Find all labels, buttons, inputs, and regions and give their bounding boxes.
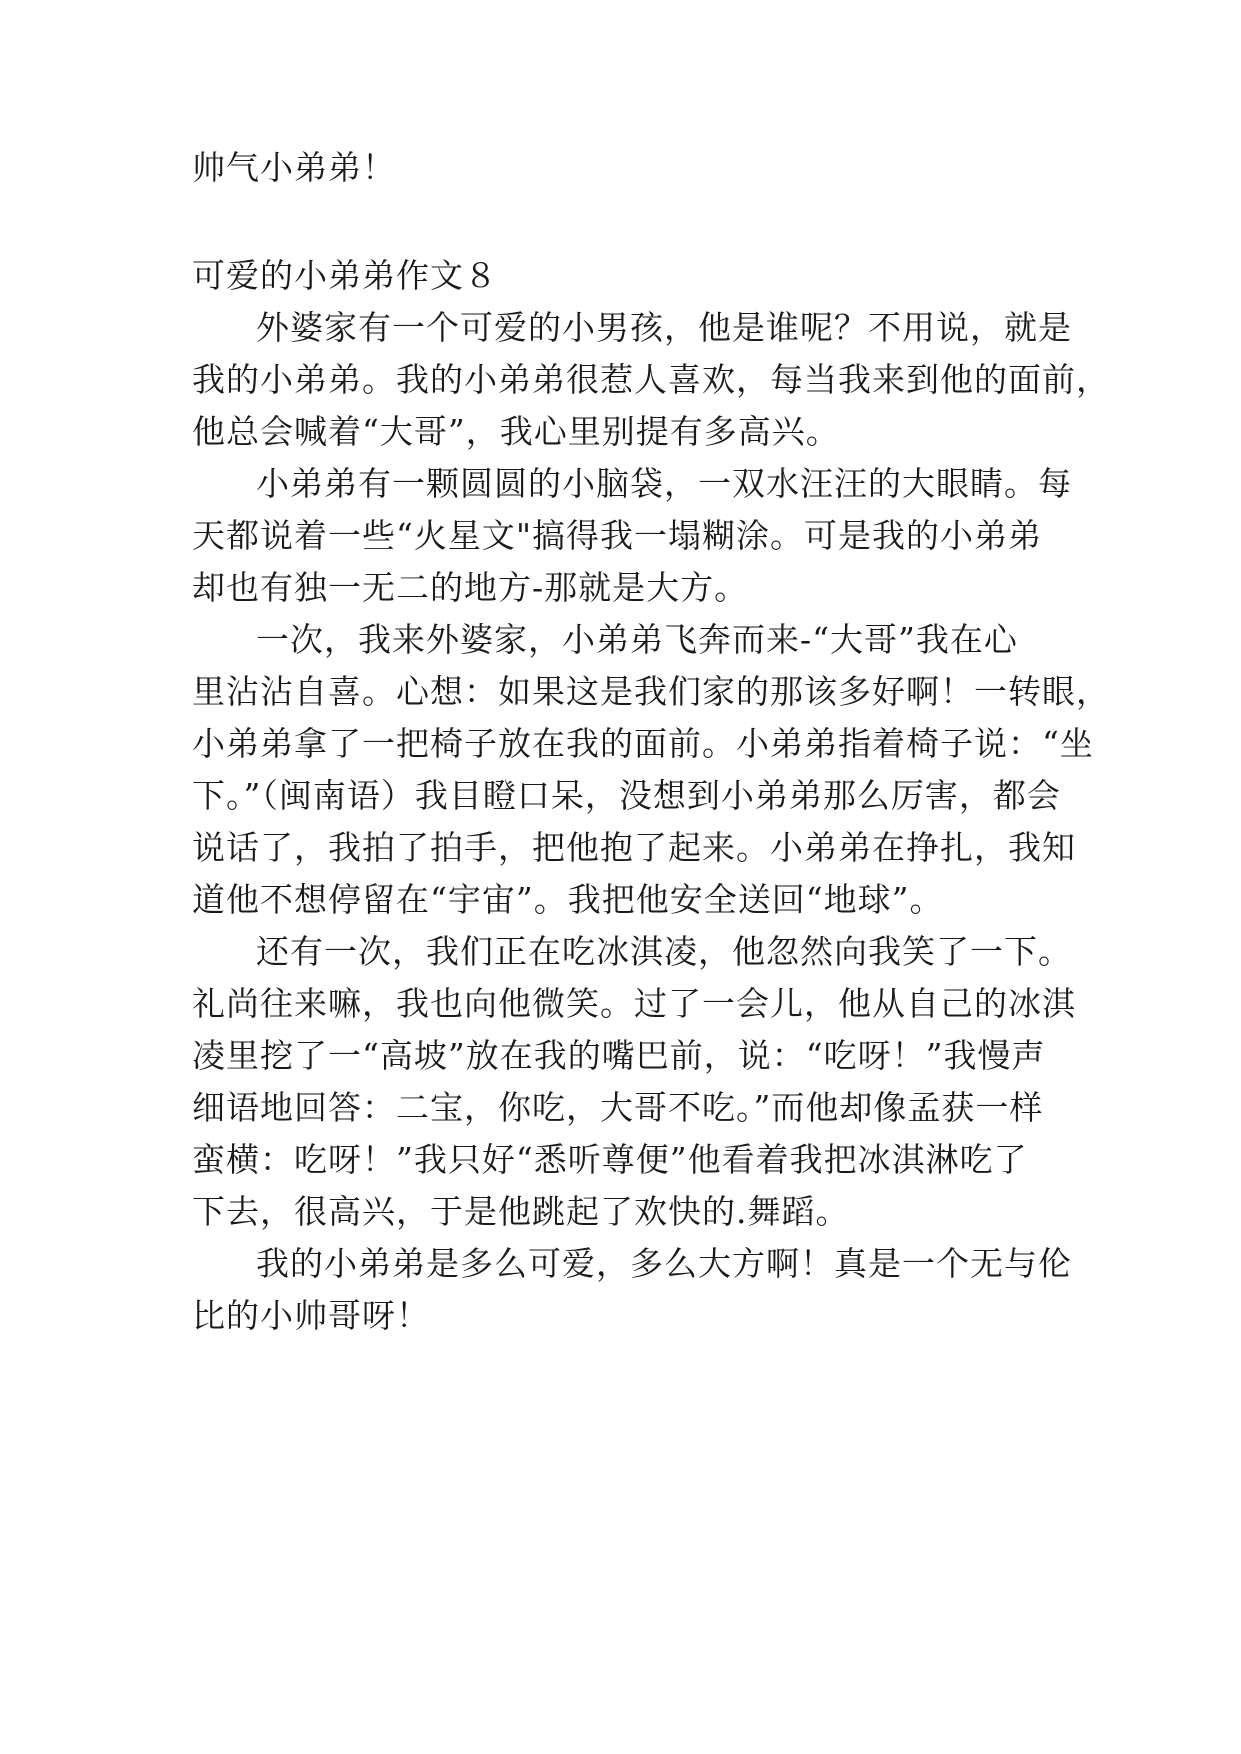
paragraph-1-line-3: 他总会喊着“大哥”，我心里别提有多高兴。 (192, 412, 840, 451)
paragraph-3-line-4: 下。”（闽南语）我目瞪口呆，没想到小弟弟那么厉害，都会 (192, 776, 1061, 815)
paragraph-4-line-1: 还有一次，我们正在吃冰淇凌，他忽然向我笑了一下。 (256, 932, 1072, 971)
paragraph-2-line-2: 天都说着一些“火星文"搞得我一塌糊涂。可是我的小弟弟 (192, 516, 1043, 555)
paragraph-3-line-5: 说话了，我拍了拍手，把他抱了起来。小弟弟在挣扎，我知 (192, 828, 1076, 867)
paragraph-5-line-1: 我的小弟弟是多么可爱，多么大方啊！真是一个无与伦 (256, 1244, 1072, 1283)
paragraph-5-line-2: 比的小帅哥呀！ (192, 1296, 430, 1335)
paragraph-4-line-6: 下去，很高兴，于是他跳起了欢快的.舞蹈。 (192, 1192, 850, 1231)
paragraph-3-line-2: 里沾沾自喜。心想：如果这是我们家的那该多好啊！一转眼， (192, 672, 1110, 711)
paragraph-4-line-5: 蛮横：吃呀！”我只好“悉听尊便”他看着我把冰淇淋吃了 (192, 1140, 1028, 1179)
paragraph-1-line-1: 外婆家有一个可爱的小男孩，他是谁呢？不用说，就是 (256, 308, 1072, 347)
paragraph-1-line-2: 我的小弟弟。我的小弟弟很惹人喜欢，每当我来到他的面前， (192, 360, 1110, 399)
paragraph-3-line-1: 一次，我来外婆家，小弟弟飞奔而来-“大哥”我在心 (256, 620, 1018, 659)
paragraph-4-line-4: 细语地回答：二宝，你吃，大哥不吃。”而他却像孟获一样 (192, 1088, 1044, 1127)
paragraph-3-line-6: 道他不想停留在“宇宙”。我把他安全送回“地球”。 (192, 880, 944, 919)
essay-title: 可爱的小弟弟作文８ (192, 256, 498, 295)
closing-line-previous: 帅气小弟弟！ (192, 148, 396, 187)
paragraph-2-line-3: 却也有独一无二的地方-那就是大方。 (192, 568, 749, 607)
paragraph-3-line-3: 小弟弟拿了一把椅子放在我的面前。小弟弟指着椅子说：“坐 (192, 724, 1094, 763)
paragraph-4-line-3: 凌里挖了一“高坡”放在我的嘴巴前，说：“吃呀！”我慢声 (192, 1036, 1046, 1075)
paragraph-2-line-1: 小弟弟有一颗圆圆的小脑袋，一双水汪汪的大眼睛。每 (256, 464, 1072, 503)
paragraph-4-line-2: 礼尚往来嘛，我也向他微笑。过了一会儿，他从自己的冰淇 (192, 984, 1076, 1023)
